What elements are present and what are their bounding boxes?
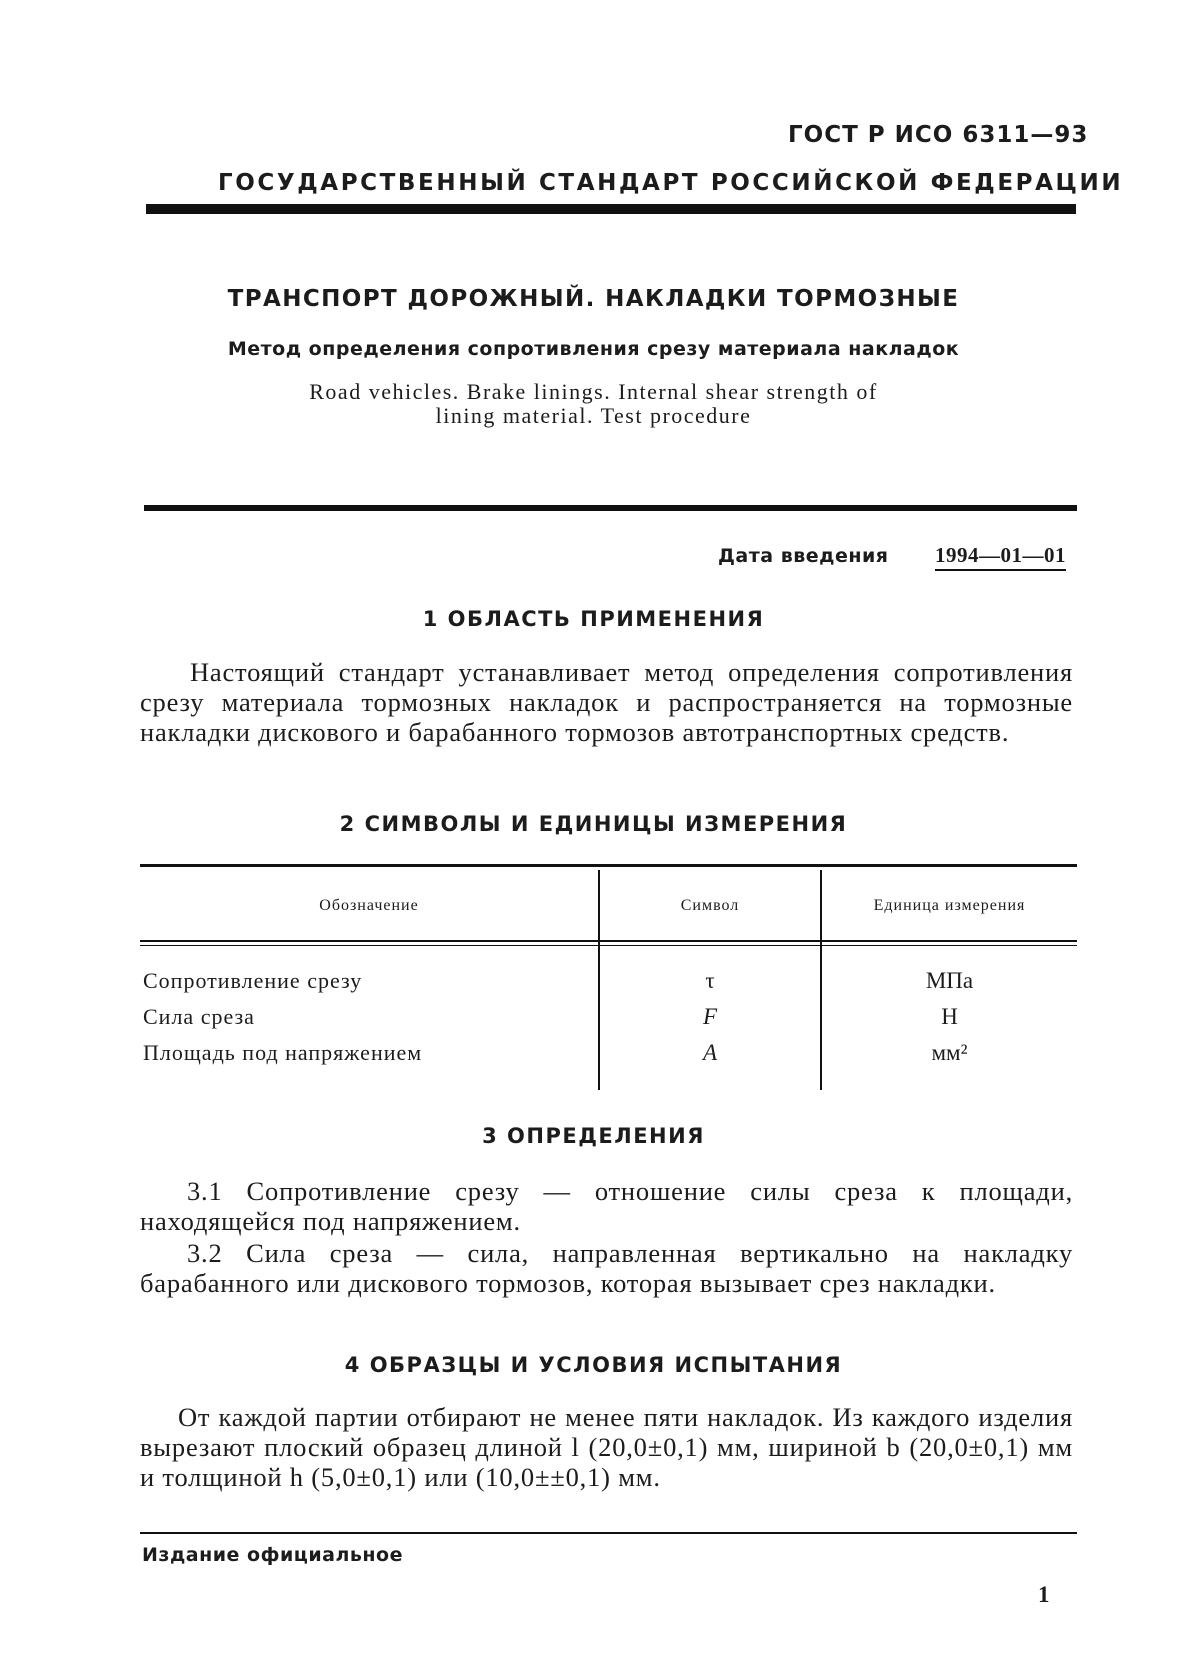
intro-date-value: 1994—01—01 — [935, 543, 1066, 571]
table-top-rule — [140, 864, 1077, 867]
definition-3-1: 3.1 Сопротивление срезу — отношение силы среза к площади, находящейся под напряжением. — [140, 1176, 1073, 1236]
section-4-heading: 4 ОБРАЗЦЫ И УСЛОВИЯ ИСПЫТАНИЯ — [344, 1353, 843, 1377]
section-3-heading: 3 ОПРЕДЕЛЕНИЯ — [482, 1124, 705, 1148]
footer-rule — [140, 1532, 1077, 1534]
table-cell-unit: МПа — [925, 968, 974, 993]
table-cell-symbol: τ — [705, 968, 715, 993]
intro-date-label: Дата введения — [718, 545, 889, 567]
table-cell-unit: мм² — [931, 1040, 968, 1065]
document-subtitle: Метод определения сопротивления срезу материала накладок — [227, 338, 960, 360]
section-4-paragraph: От каждой партии отбирают не менее пяти накладок. Из каждого изделия вырезают плоский образец длиной l (20,0±0,1) мм, шириной b (20,0±0,1) мм и толщиной h (5,0±0,1) или (10,0±±0,1) мм. — [140, 1402, 1073, 1492]
column-header-designation: Обозначение — [319, 897, 419, 914]
table-header-rule — [140, 940, 1077, 942]
header-rule — [146, 204, 1076, 214]
table-cell-name: Сила среза — [143, 1004, 255, 1029]
table-cell-symbol: F — [702, 1004, 718, 1029]
edition-note: Издание официальное — [142, 1544, 403, 1566]
definition-3-2: 3.2 Сила среза — сила, направленная вертикально на накладку барабанного или дискового тормозов, которая вызывает срез накладки. — [140, 1238, 1073, 1298]
table-cell-name: Площадь под напряжением — [143, 1040, 423, 1065]
table-header-rule-thin — [140, 945, 1077, 946]
section-2-heading: 2 СИМВОЛЫ И ЕДИНИЦЫ ИЗМЕРЕНИЯ — [339, 812, 848, 836]
table-cell-symbol: A — [702, 1040, 718, 1065]
table-cell-name: Сопротивление срезу — [143, 968, 363, 993]
column-header-unit: Единица измерения — [873, 897, 1026, 914]
english-title-line-2: lining material. Test procedure — [435, 403, 752, 428]
section-1-paragraph: Настоящий стандарт устанавливает метод определения сопротивления срезу материала тормозных накладок и распространяется на тормозные накладки дискового и барабанного тормозов автотранспортных средств. — [140, 657, 1073, 747]
column-header-symbol: Символ — [680, 897, 740, 914]
organization-title: ГОСУДАРСТВЕННЫЙ СТАНДАРТ РОССИЙСКОЙ ФЕДЕРАЦИИ — [218, 170, 1124, 196]
title-rule — [144, 505, 1077, 511]
english-title — [0, 380, 1187, 428]
english-title-line-1: Road vehicles. Brake linings. Internal shear strength of — [309, 379, 878, 404]
standard-code: ГОСТ Р ИСО 6311—93 — [788, 122, 1089, 148]
document-title: ТРАНСПОРТ ДОРОЖНЫЙ. НАКЛАДКИ ТОРМОЗНЫЕ — [227, 286, 960, 312]
table-cell-unit: Н — [941, 1004, 958, 1029]
section-1-heading: 1 ОБЛАСТЬ ПРИМЕНЕНИЯ — [422, 607, 765, 631]
page-number: 1 — [1038, 1582, 1050, 1607]
